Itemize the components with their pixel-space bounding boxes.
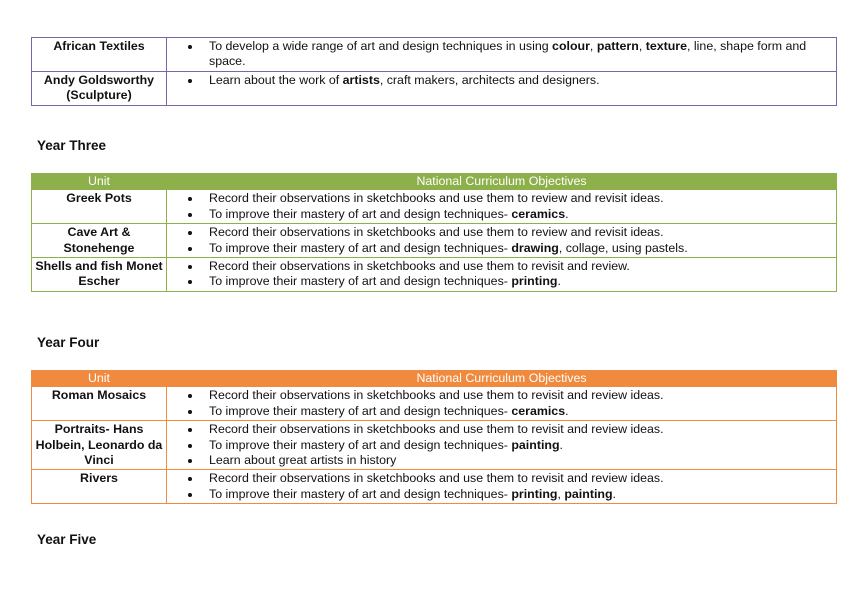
unit-cell: Andy Goldsworthy (Sculpture) <box>32 71 167 105</box>
objective-item <box>207 471 832 486</box>
objective-text: , line, shape form and space. <box>209 39 807 69</box>
objective-keyword: colour <box>552 39 590 53</box>
objective-text: To improve their mastery of art and design techniques- <box>209 240 512 255</box>
objectives-list <box>167 259 832 290</box>
objective-keyword: drawing <box>511 240 559 255</box>
table-row <box>32 421 837 470</box>
objective-item <box>207 259 832 274</box>
objective-item <box>207 191 832 206</box>
unit-cell: African Textiles <box>32 38 167 72</box>
objective-keyword: painting <box>511 437 560 452</box>
objective-text: , collage, using pastels. <box>558 240 688 255</box>
objective-text: . <box>612 486 616 501</box>
objective-text: Record their observations in sketchbooks and use them to revisit and review ideas. <box>209 471 664 486</box>
year-three-heading: Year Three <box>37 138 107 153</box>
table-row <box>32 38 837 72</box>
objective-item <box>207 39 832 70</box>
objective-item <box>207 422 832 437</box>
year-three-header-row <box>32 174 837 190</box>
objective-text: Record their observations in sketchbooks and use them to revisit and review. <box>209 259 630 274</box>
objective-text: To improve their mastery of art and design techniques- <box>209 403 512 418</box>
objective-item <box>207 404 832 419</box>
objective-text: , <box>557 486 565 501</box>
objectives-cell <box>167 190 837 224</box>
year-four-header-row <box>32 371 837 387</box>
objective-text: To improve their mastery of art and design techniques- <box>209 206 512 221</box>
objectives-list <box>167 191 832 222</box>
table-row <box>32 224 837 258</box>
objective-text: Record their observations in sketchbooks and use them to review and revisit ideas. <box>209 225 664 240</box>
objectives-cell <box>167 421 837 470</box>
year-three-table <box>31 173 837 292</box>
objectives-list <box>167 73 832 88</box>
objective-item <box>207 274 832 289</box>
objective-item <box>207 438 832 453</box>
table-row <box>32 258 837 292</box>
unit-cell: Cave Art & Stonehenge <box>32 224 167 258</box>
objective-item <box>207 388 832 403</box>
objective-keyword: texture <box>645 39 688 53</box>
unit-column-header: Unit <box>32 371 167 387</box>
objective-item <box>207 453 832 468</box>
objective-text: , craft makers, architects and designers. <box>379 72 600 87</box>
objective-keyword: printing <box>511 486 558 501</box>
top-units-body <box>32 38 837 106</box>
objective-text: Learn about the work of <box>209 72 343 87</box>
objective-item <box>207 73 832 88</box>
table-row <box>32 190 837 224</box>
objectives-list <box>167 39 832 70</box>
objective-text: To improve their mastery of art and design techniques- <box>209 486 512 501</box>
objective-text: , <box>589 39 597 53</box>
objective-text: Record their observations in sketchbooks and use them to revisit and review ideas. <box>209 422 664 437</box>
objectives-cell <box>167 258 837 292</box>
year-four-body <box>32 387 837 504</box>
objective-keyword: painting <box>564 486 613 501</box>
objectives-list <box>167 225 832 256</box>
unit-cell: Rivers <box>32 470 167 504</box>
year-three-body <box>32 190 837 291</box>
objective-text: , <box>638 39 646 53</box>
objectives-list <box>167 422 832 468</box>
table-row <box>32 387 837 421</box>
objective-keyword: printing <box>511 274 558 289</box>
unit-cell: Portraits- Hans Holbein, Leonardo da Vinci <box>32 421 167 470</box>
objective-item <box>207 487 832 502</box>
year-four-table <box>31 370 837 504</box>
objectives-cell <box>167 224 837 258</box>
year-four-heading: Year Four <box>37 335 100 350</box>
objectives-cell <box>167 470 837 504</box>
objective-text: Record their observations in sketchbooks and use them to review and revisit ideas. <box>209 191 664 206</box>
table-row <box>32 470 837 504</box>
objective-keyword: ceramics <box>511 206 566 221</box>
unit-cell: Greek Pots <box>32 190 167 224</box>
objective-text: . <box>565 206 569 221</box>
unit-cell: Shells and fish Monet Escher <box>32 258 167 292</box>
objective-text: . <box>557 274 561 289</box>
objective-text: Learn about great artists in history <box>209 453 397 468</box>
objectives-list <box>167 388 832 419</box>
objective-text: To improve their mastery of art and design techniques- <box>209 437 512 452</box>
top-units-table <box>31 37 837 106</box>
objectives-cell <box>167 387 837 421</box>
table-row <box>32 71 837 105</box>
unit-cell: Roman Mosaics <box>32 387 167 421</box>
objective-text: . <box>565 403 569 418</box>
objectives-column-header: National Curriculum Objectives <box>167 174 837 190</box>
year-five-heading: Year Five <box>37 532 97 547</box>
objective-text: Record their observations in sketchbooks and use them to revisit and review ideas. <box>209 388 664 403</box>
objective-item <box>207 225 832 240</box>
objectives-cell <box>167 38 837 72</box>
objective-keyword: pattern <box>596 39 639 53</box>
objective-item <box>207 241 832 256</box>
objective-item <box>207 207 832 222</box>
unit-column-header: Unit <box>32 174 167 190</box>
objective-keyword: ceramics <box>511 403 566 418</box>
objective-text: To develop a wide range of art and design techniques in using <box>209 39 553 53</box>
objectives-column-header: National Curriculum Objectives <box>167 371 837 387</box>
objective-text: . <box>559 437 563 452</box>
objectives-cell <box>167 71 837 105</box>
objective-keyword: artists <box>342 72 380 87</box>
objectives-list <box>167 471 832 502</box>
objective-text: To improve their mastery of art and design techniques- <box>209 274 512 289</box>
